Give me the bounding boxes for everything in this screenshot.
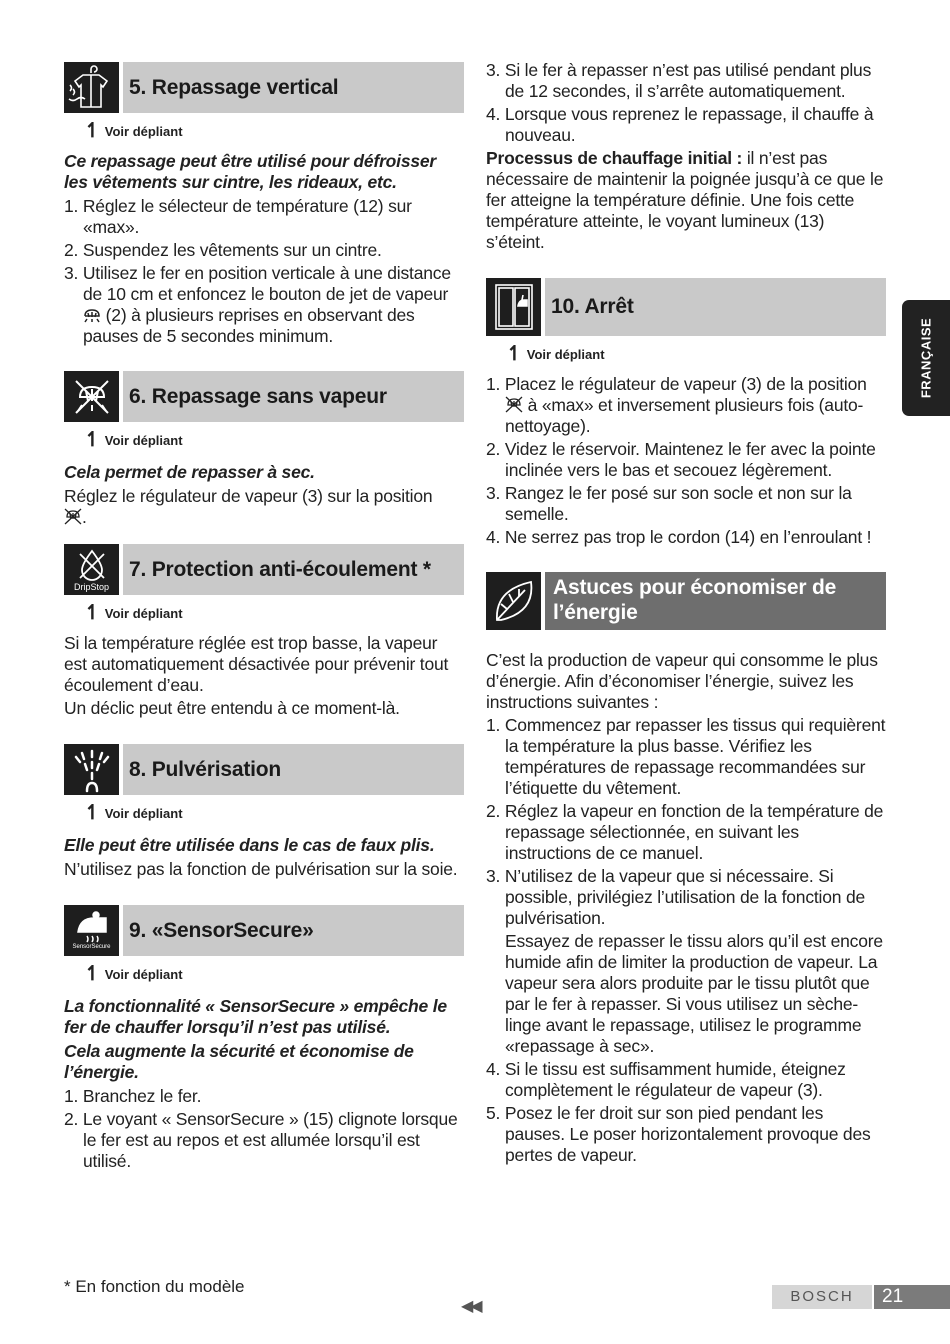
see-foldout-link: ↿ Voir dépliant (506, 343, 605, 365)
no-steam-icon (505, 396, 523, 413)
section-7-text-2: Un déclic peut être entendu à ce moment-là. (64, 698, 400, 718)
list-item: 1. Réglez le sélecteur de température (12) sur «max». (64, 196, 412, 237)
list-item: 3. Si le fer à repasser n’est pas utilisé pendant plus de 12 secondes, il s’arrête automatiquement. (486, 60, 872, 101)
section-8-lead: Elle peut être utilisée dans le cas de faux plis. (64, 835, 435, 855)
right-column (486, 60, 886, 1168)
list-item: Essayez de repasser le tissu alors qu’il est encore humide afin de limiter la production de vapeur. La vapeur sera alors produite par le tissu plutôt que par le fer à repasser. Si vous utilisez un sèche-linge avant le repassage, utilisez le programme «repassage à sec». (505, 931, 883, 1056)
leaf-icon (486, 572, 541, 630)
initial-heating-text: Processus de chauffage initial : il n’est pas nécessaire de maintenir la poignée jusqu’à ce que le fer atteigne la température définie. Une fois cette température atteinte, le voyant lumineux (13) s’éteint. (486, 148, 884, 252)
page-number: 21 (874, 1285, 950, 1309)
no-steam-icon (64, 371, 119, 422)
section-6-title: 6. Repassage sans vapeur (123, 371, 464, 422)
section-7-header (64, 544, 464, 595)
see-foldout-link: ↿ Voir dépliant (84, 963, 183, 985)
section-9-steps (64, 1086, 464, 1172)
section-7-text: Si la température réglée est trop basse, la vapeur est automatiquement désactivée pour prévenir tout écoulement d’eau. (64, 633, 449, 695)
section-5-title: 5. Repassage vertical (123, 62, 464, 113)
see-foldout-link: ↿ Voir dépliant (84, 429, 183, 451)
footnote: * En fonction du modèle (64, 1277, 245, 1296)
spray-icon (64, 744, 119, 795)
list-item: 1. Commencez par repasser les tissus qui requièrent la température la plus basse. Vérifiez les températures de repassage recommandées sur l’étiquette du vêtement. (486, 715, 886, 798)
list-item: 1. Branchez le fer. (64, 1086, 202, 1106)
section-5-steps (64, 196, 464, 347)
section-6-lead: Cela permet de repasser à sec. (64, 462, 315, 482)
section-7-title: 7. Protection anti-écoulement * (123, 544, 464, 595)
language-tab: FRANÇAISE (902, 300, 950, 416)
no-steam-icon (64, 508, 82, 525)
up-arrow-icon: ↿ (84, 602, 101, 624)
see-foldout-link: ↿ Voir dépliant (84, 602, 183, 624)
dripstop-icon: DripStop (64, 544, 119, 595)
list-item: 3. Utilisez le fer en position verticale à une distance de 10 cm et enfoncez le bouton de jet de vapeur (2) à plusieurs reprises en observant des pauses de 5 secondes minimum. (64, 263, 451, 346)
list-item: 4. Si le tissu est suffisamment humide, éteignez complètement le régulateur de vapeur (3). (486, 1059, 846, 1100)
section-8-header (64, 744, 464, 795)
list-item: 3. Rangez le fer posé sur son socle et non sur la semelle. (486, 483, 852, 524)
section-8-title: 8. Pulvérisation (123, 744, 464, 795)
left-column (64, 62, 464, 1174)
vertical-steam-icon (64, 62, 119, 113)
steam-burst-icon (83, 306, 101, 323)
section-9-lead: La fonctionnalité « SensorSecure » empêche le fer de chauffer lorsqu’il n’est pas utilisé. (64, 996, 447, 1037)
see-foldout-link: ↿ Voir dépliant (84, 120, 183, 142)
cupboard-icon (486, 278, 541, 336)
section-5-lead: Ce repassage peut être utilisé pour défroisser les vêtements sur cintre, les rideaux, etc. (64, 151, 437, 192)
list-item: 2. Réglez la vapeur en fonction de la température de repassage sélectionnée, en suivant les instructions de ce manuel. (486, 801, 884, 863)
section-10-title: 10. Arrêt (545, 278, 886, 336)
list-item: 5. Posez le fer droit sur son pied pendant les pauses. Le poser horizontalement provoque des pertes de vapeur. (486, 1103, 871, 1165)
see-foldout-link: ↿ Voir dépliant (84, 802, 183, 824)
up-arrow-icon: ↿ (84, 802, 101, 824)
brand-label: BOSCH (772, 1285, 872, 1309)
list-item: 3. N’utilisez de la vapeur que si nécessaire. Si possible, privilégiez l’utilisation de la fonction de pulvérisation. (486, 866, 866, 928)
up-arrow-icon: ↿ (84, 120, 101, 142)
up-arrow-icon: ↿ (84, 963, 101, 985)
section-10-steps (486, 374, 886, 548)
energy-steps (486, 715, 886, 1166)
list-item: 2. Le voyant « SensorSecure » (15) clignote lorsque le fer est au repos et est allumée lorsqu’il est utilisé. (64, 1109, 458, 1171)
sensorsecure-icon: SensorSecure (64, 905, 119, 956)
up-arrow-icon: ↿ (506, 343, 523, 365)
section-8-text: N’utilisez pas la fonction de pulvérisation sur la soie. (64, 859, 458, 879)
list-item: 2. Suspendez les vêtements sur un cintre. (64, 240, 382, 260)
section-9-title: 9. «SensorSecure» (123, 905, 464, 956)
section-9-lead-2: Cela augmente la sécurité et économise de l’énergie. (64, 1041, 414, 1082)
energy-intro: C’est la production de vapeur qui consomme le plus d’énergie. Afin d’économiser l’énergie, suivez les instructions suivantes : (486, 650, 878, 712)
back-arrows-icon: ◀◀ (461, 1298, 480, 1315)
list-item: 2. Videz le réservoir. Maintenez le fer avec la pointe inclinée vers le bas et secouez légèrement. (486, 439, 876, 480)
section-6-text: Réglez le régulateur de vapeur (3) sur la position . (64, 486, 433, 527)
list-item: 4. Ne serrez pas trop le cordon (14) en l’enroulant ! (486, 527, 872, 547)
list-item: 4. Lorsque vous reprenez le repassage, il chauffe à nouveau. (486, 104, 874, 145)
energy-tips-title: Astuces pour économiser de l’énergie (545, 572, 886, 630)
section-9-steps-continued (486, 60, 886, 146)
section-5-header (64, 62, 464, 113)
section-10-header (486, 278, 886, 336)
section-9-header (64, 905, 464, 956)
energy-tips-header (486, 572, 886, 630)
up-arrow-icon: ↿ (84, 429, 101, 451)
section-6-header (64, 371, 464, 422)
list-item: 1. Placez le régulateur de vapeur (3) de la position à «max» et inversement plusieurs fois (auto-nettoyage). (486, 374, 867, 436)
